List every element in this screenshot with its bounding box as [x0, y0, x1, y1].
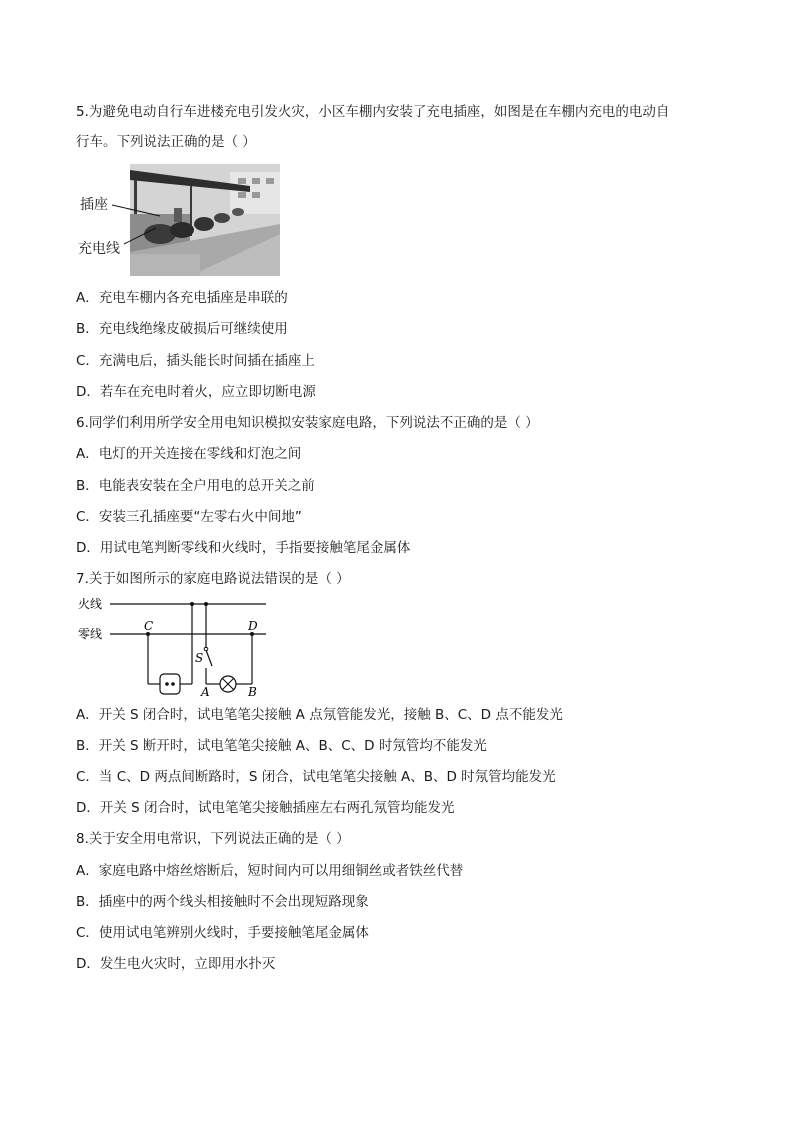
point-d-label: D: [248, 619, 258, 633]
q5-option-a: A．充电车棚内各充电插座是串联的: [76, 290, 288, 306]
q5-option-b: B．充电线绝缘皮破损后可继续使用: [76, 321, 288, 337]
q8-option-a: A．家庭电路中熔丝熔断后，短时间内可以用细铜丝或者铁丝代替: [76, 863, 464, 879]
point-a-label: A: [201, 685, 210, 698]
point-b-label: B: [248, 685, 257, 698]
q6-option-b: B．电能表安装在全户用电的总开关之前: [76, 478, 315, 494]
socket-symbol: [160, 674, 180, 694]
q7-option-d: D．开关 S 闭合时，试电笔笔尖接触插座左右两孔氖管均能发光: [76, 800, 455, 816]
neutral-wire-label: 零线: [78, 627, 103, 641]
q8-option-c: C．使用试电笔辨别火线时，手要接触笔尾金属体: [76, 925, 369, 941]
q7-stem: 7.关于如图所示的家庭电路说法错误的是（ ）: [76, 571, 350, 587]
q8-stem: 8.关于安全用电常识，下列说法正确的是（ ）: [76, 831, 350, 847]
q5-pointer-lines: [76, 164, 280, 276]
q5-stem-line2: 行车。下列说法正确的是（ ）: [76, 134, 256, 150]
q7-circuit-diagram: [76, 594, 276, 698]
q5-option-c: C．充满电后，插头能长时间插在插座上: [76, 353, 315, 369]
point-c-label: C: [144, 619, 154, 633]
q6-stem: 6.同学们利用所学安全用电知识模拟安装家庭电路，下列说法不正确的是（ ）: [76, 415, 539, 431]
switch-s-label: S: [195, 651, 204, 665]
q6-option-d: D．用试电笔判断零线和火线时，手指要接触笔尾金属体: [76, 540, 411, 556]
q6-option-c: C．安装三孔插座要“左零右火中间地”: [76, 509, 302, 525]
q7-option-c: C．当 C、D 两点间断路时，S 闭合，试电笔笔尖接触 A、B、D 时氖管均能发光: [76, 769, 556, 785]
socket-label: 插座: [80, 197, 108, 213]
switch-s: [206, 650, 212, 666]
q5-stem-line1: 5.为避免电动自行车进楼充电引发火灾，小区车棚内安装了充电插座，如图是在车棚内充电的电动自: [76, 104, 670, 120]
q7-option-b: B．开关 S 断开时，试电笔笔尖接触 A、B、C、D 时氖管均不能发光: [76, 738, 487, 754]
q6-option-a: A．电灯的开关连接在零线和灯泡之间: [76, 446, 302, 462]
q8-option-d: D．发生电火灾时，立即用水扑灭: [76, 956, 276, 972]
live-wire-label: 火线: [78, 597, 103, 611]
q8-option-b: B．插座中的两个线头相接触时不会出现短路现象: [76, 894, 369, 910]
q7-option-a: A．开关 S 闭合时，试电笔笔尖接触 A 点氖管能发光，接触 B、C、D 点不能发光: [76, 707, 563, 723]
cable-label: 充电线: [78, 241, 120, 257]
q5-figure: [76, 164, 280, 276]
q5-option-d: D．若车在充电时着火，应立即切断电源: [76, 384, 316, 400]
